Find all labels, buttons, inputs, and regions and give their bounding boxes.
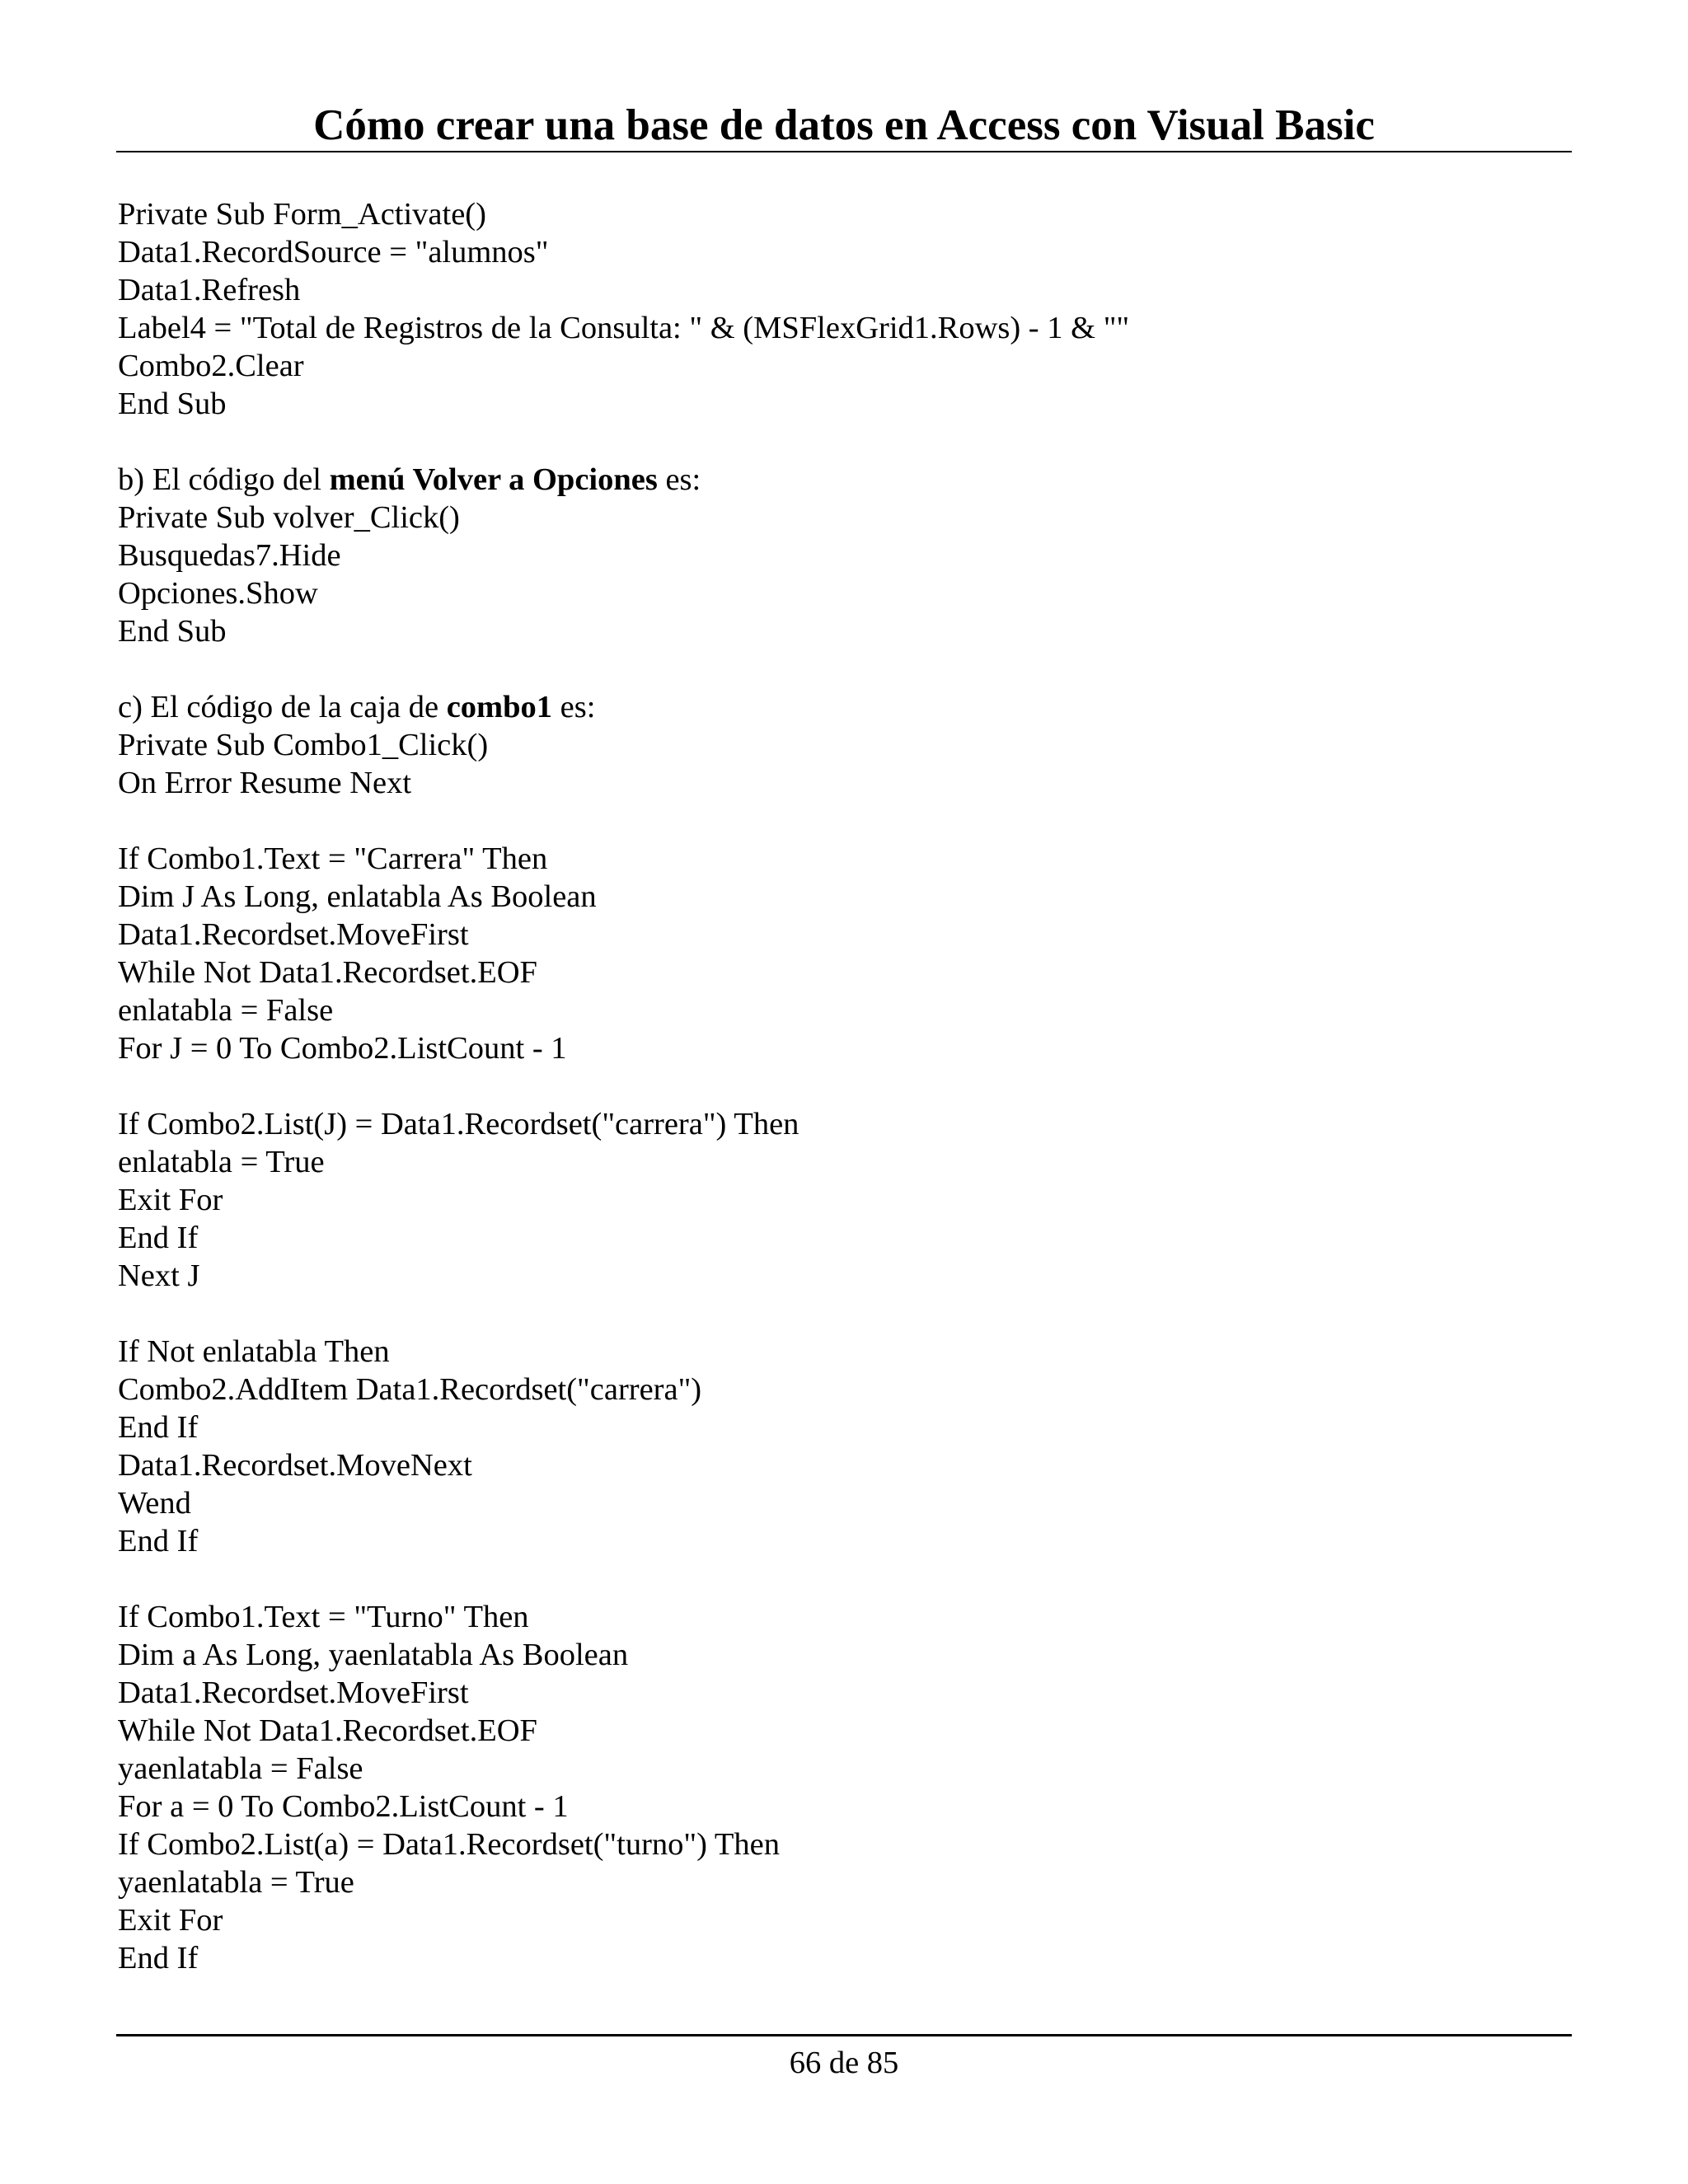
blank-line <box>118 1560 1568 1598</box>
code-line: End If <box>118 1524 199 1558</box>
code-line: End If <box>118 1941 199 1975</box>
code-line: End If <box>118 1221 199 1255</box>
code-line: For J = 0 To Combo2.ListCount - 1 <box>118 1031 567 1066</box>
code-line: Opciones.Show <box>118 576 318 611</box>
code-line: End Sub <box>118 614 227 649</box>
code-line: Data1.RecordSource = "alumnos" <box>118 235 549 269</box>
code-line: Next J <box>118 1258 200 1293</box>
code-line: If Combo1.Text = "Carrera" Then <box>118 841 548 876</box>
code-line: Data1.Refresh <box>118 273 301 307</box>
code-line: If Combo2.List(a) = Data1.Recordset("turno") Then <box>118 1827 780 1862</box>
code-line: End If <box>118 1410 199 1445</box>
section-c-prefix: c) El código de la caja de <box>118 690 447 724</box>
code-line: Data1.Recordset.MoveFirst <box>118 1675 469 1710</box>
section-c-suffix: es: <box>552 690 596 724</box>
page-number: 66 de 85 <box>789 2046 899 2080</box>
code-line: yaenlatabla = False <box>118 1751 363 1786</box>
code-line: Data1.Recordset.MoveFirst <box>118 917 469 952</box>
code-line: Data1.Recordset.MoveNext <box>118 1448 472 1483</box>
code-line: Combo2.Clear <box>118 349 304 383</box>
header-divider <box>116 151 1572 152</box>
code-line: Wend <box>118 1486 191 1521</box>
code-line: Dim a As Long, yaenlatabla As Boolean <box>118 1638 629 1672</box>
footer-divider <box>116 2034 1572 2036</box>
code-line: While Not Data1.Recordset.EOF <box>118 955 537 990</box>
blank-line <box>118 1295 1568 1333</box>
code-line: If Combo1.Text = "Turno" Then <box>118 1600 529 1634</box>
code-line: Private Sub Form_Activate() <box>118 197 486 232</box>
code-line: On Error Resume Next <box>118 766 412 800</box>
section-b-prefix: b) El código del <box>118 462 330 497</box>
blank-line <box>118 802 1568 840</box>
section-b-heading <box>118 461 1568 499</box>
code-line: Dim J As Long, enlatabla As Boolean <box>118 879 597 914</box>
code-line: For a = 0 To Combo2.ListCount - 1 <box>118 1789 569 1824</box>
code-line: yaenlatabla = True <box>118 1865 354 1900</box>
code-line: Label4 = "Total de Registros de la Consulta: " & (MSFlexGrid1.Rows) - 1 & "" <box>118 311 1130 345</box>
code-line: enlatabla = True <box>118 1145 325 1179</box>
blank-line <box>118 1067 1568 1105</box>
blank-line <box>118 650 1568 688</box>
section-b-suffix: es: <box>657 462 701 497</box>
code-line: Busquedas7.Hide <box>118 538 341 573</box>
code-line: If Not enlatabla Then <box>118 1334 390 1369</box>
code-line: Private Sub Combo1_Click() <box>118 728 489 762</box>
section-c-heading <box>118 688 1568 726</box>
code-line: Combo2.AddItem Data1.Recordset("carrera") <box>118 1372 702 1407</box>
code-line: While Not Data1.Recordset.EOF <box>118 1713 537 1748</box>
code-line: Private Sub volver_Click() <box>118 500 460 535</box>
code-line: End Sub <box>118 387 227 421</box>
document-body <box>118 195 1568 1977</box>
code-line: If Combo2.List(J) = Data1.Recordset("carrera") Then <box>118 1107 799 1141</box>
code-line: enlatabla = False <box>118 993 334 1028</box>
code-line: Exit For <box>118 1903 223 1938</box>
blank-line <box>118 423 1568 461</box>
section-b-bold: menú Volver a Opciones <box>329 462 658 497</box>
section-c-bold: combo1 <box>446 690 553 724</box>
page-title: Cómo crear una base de datos en Access con Visual Basic <box>313 101 1375 149</box>
code-line: Exit For <box>118 1183 223 1217</box>
